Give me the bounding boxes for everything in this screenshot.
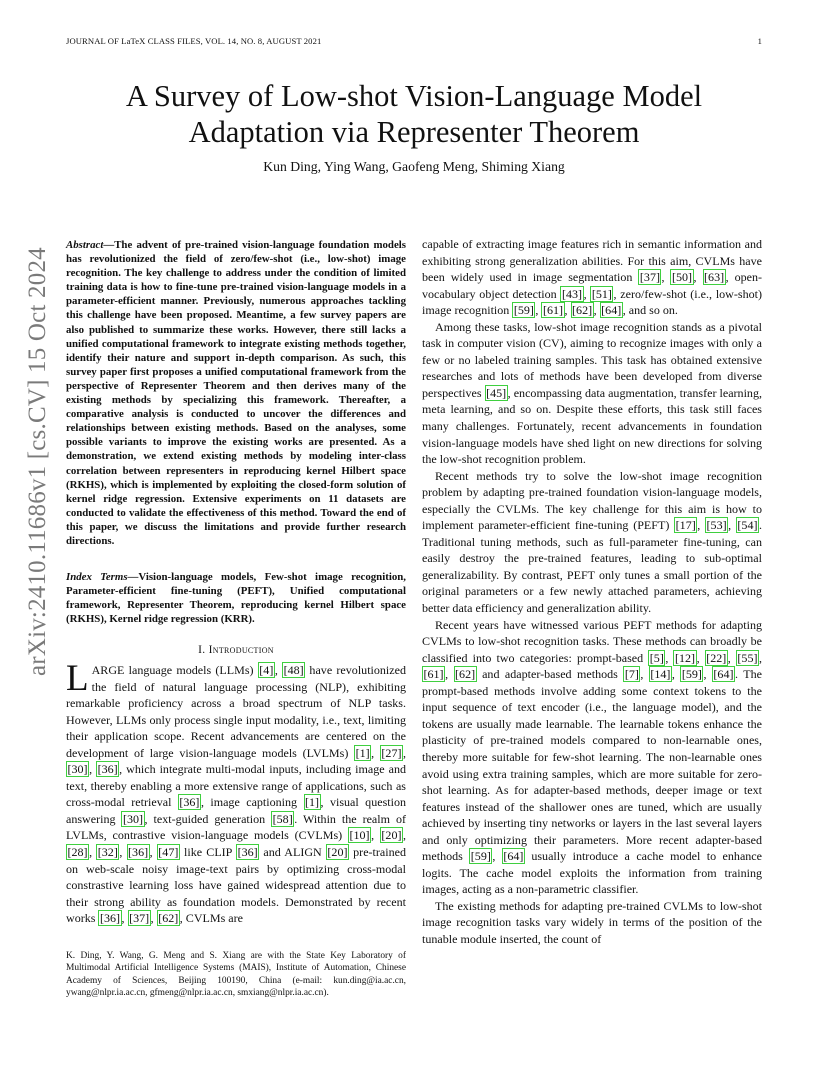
citation[interactable]: [54] <box>737 518 758 533</box>
intro-paragraph: LARGE language models (LLMs) [4] , [48] have revolutionized the field of natural language processing (NLP), exhibiting remarkable proficiency across a broad spectrum of NLP tasks. However, LLMs only process single input modality, i.e., text, limiting their application scope. Recent advancements are centered on the development of large vision-language models (LVLMs) [1] , [27] , [30] , [36] , which integrate multi-modal inputs, including image and text, thereby enabling a more extensive range of applications, such as cross-modal retrieval [36] , image captioning [1] , visual question answering [30] , text-guided generation [58] . Within the realm of LVLMs, contrastive vision-language models (CVLMs) [10] , [20] , [28] , [32] , [36] , [47] like CLIP [36] and ALIGN [20] pre-trained on web-scale noisy image-text pairs by optimizing cross-modal constrastive learning loss have gained widespread attention due to their strong ability as foundation models. Demonstrated by recent works [36] , [37] , [62] , CVLMs are <box>66 658 406 926</box>
arxiv-stamp[interactable]: arXiv:2410.11686v1 [cs.CV] 15 Oct 2024 <box>24 247 51 676</box>
intro-left-column <box>66 658 406 927</box>
section-title: Introduction <box>208 644 274 656</box>
citation[interactable]: [7] <box>624 667 639 682</box>
citation[interactable]: [62] <box>158 911 179 926</box>
citation[interactable]: [30] <box>67 762 88 777</box>
running-header <box>66 36 762 48</box>
right-column <box>422 236 762 948</box>
citation[interactable]: [28] <box>67 845 88 860</box>
section-numeral: I. <box>198 644 206 656</box>
title-line-2: Adaptation via Representer Theorem <box>188 115 640 149</box>
citation[interactable]: [20] <box>327 845 348 860</box>
page-number: 1 <box>757 36 762 46</box>
citation[interactable]: [61] <box>423 667 444 682</box>
section-heading <box>66 644 406 656</box>
citation[interactable]: [10] <box>349 828 370 843</box>
citation[interactable]: [45] <box>486 385 507 400</box>
paper-title <box>40 78 788 150</box>
citation[interactable]: [4] <box>259 663 274 677</box>
citation[interactable]: [53] <box>706 518 727 533</box>
citation[interactable]: [1] <box>305 795 320 810</box>
citation[interactable]: [64] <box>503 849 524 864</box>
citation[interactable]: [14] <box>650 667 671 682</box>
citation[interactable]: [36] <box>99 911 121 926</box>
citation[interactable]: [51] <box>591 286 612 301</box>
index-terms-text: —Vision-language models, Few-shot image recognition, Parameter-efficient fine-tuning (PEFT), Unified computational framework, Representer Theorem, reproducing kernel Hilbert space (RKHS), Kernel ridge regression (KRR). <box>66 571 406 626</box>
citation[interactable]: [37] <box>129 911 150 926</box>
title-line-1: A Survey of Low-shot Vision-Language Model <box>125 79 703 113</box>
citation[interactable]: [30] <box>122 811 144 826</box>
footnote: K. Ding, Y. Wang, G. Meng and S. Xiang are with the State Key Laboratory of Multimodal Artificial Intelligence Systems (MAIS), Institute of Automation, Chinese Academy of Sciences, Beijing 100190, China (e-mail: kun.ding@ia.ac.cn, ywang@nlpr.ia.ac.cn, gfmeng@nlpr.ia.ac.cn, smxiang@nlpr.ia.ac.cn). <box>66 951 406 998</box>
citation[interactable]: [22] <box>706 650 727 665</box>
citation[interactable]: [64] <box>713 667 734 682</box>
citation[interactable]: [50] <box>671 270 693 285</box>
paragraph: Among these tasks, low-shot image recognition stands as a pivotal task in computer vision (CV), aiming to recognize images with only a few or no labeled training samples. This task has obtained extensive researches and lots of methods have been developed from diverse perspectives [45] , encompassing data augmentation, transfer learning, meta learning, and so on. Despite these efforts, this task still faces many challenges. Fortunately, recent advancements in foundation vision-language models have shed light on new directions for solving the low-shot recognition problem. <box>422 319 762 467</box>
citation[interactable]: [48] <box>283 663 304 677</box>
citation[interactable]: [61] <box>542 303 564 318</box>
drop-cap: L <box>66 658 89 699</box>
citation[interactable]: [59] <box>470 849 491 864</box>
citation[interactable]: [55] <box>737 650 758 665</box>
citation[interactable]: [36] <box>97 762 118 777</box>
citation[interactable]: [47] <box>158 845 179 860</box>
citation[interactable]: [1] <box>355 745 370 760</box>
citation[interactable]: [36] <box>179 795 200 810</box>
citation[interactable]: [63] <box>704 270 725 285</box>
citation[interactable]: [12] <box>674 650 696 665</box>
abstract <box>66 238 406 548</box>
journal-name: JOURNAL OF LaTeX CLASS FILES, VOL. 14, NO. 8, AUGUST 2021 <box>66 36 322 46</box>
citation[interactable]: [59] <box>513 303 534 318</box>
citation[interactable]: [58] <box>272 811 293 826</box>
citation[interactable]: [64] <box>601 303 622 318</box>
index-terms <box>66 570 406 626</box>
citation[interactable]: [62] <box>455 667 476 682</box>
citation[interactable]: [62] <box>572 303 593 318</box>
citation[interactable]: [20] <box>381 828 402 843</box>
paragraph: capable of extracting image features rich in semantic information and exhibiting strong generalization abilities. For this aim, CVLMs have been widely used in image segmentation [37] , [50] , [63] , open-vocabulary object detection [43] , [51] , zero/few-shot (i.e., low-shot) image recognition [59] , [61] , [62] , [64] , and so on. <box>422 237 763 318</box>
citation[interactable]: [37] <box>639 270 660 285</box>
citation[interactable]: [32] <box>97 845 118 860</box>
paragraph: Recent years have witnessed various PEFT methods for adapting CVLMs to low-shot recognition tasks. These methods can broadly be classified into two categories: prompt-based [5] , [12] , [22] , [55] , [61] , [62] and adapter-based methods [7] , [14] , [59] , [64] . The prompt-based methods involve adding some context tokens to the input sequence of text encoder (i.e., the language model), and the tokens are usually made learnable. The learnable tokens enhance the plasticity of pre-trained models compared to non-learnable ones, thereby more suitable for few-shot learning. The non-learnable ones avoid using extra training samples, which are more suitable for zero-shot learning. As for adapter-based methods, deeper image or text features instead of the shallower ones are tuned, which are usually achieved by inserting tiny networks or layers in the last several layers and only optimizing their parameters. More recent adapter-based methods [59] , [64] usually introduce a cache model to enhance logits. The cache model exploits the information from training images, acting as a non-parametric classifier. <box>422 617 763 897</box>
index-terms-label: Index Terms <box>66 571 128 583</box>
paragraph: Recent methods try to solve the low-shot image recognition problem by adapting pre-trained foundation vision-language models, especially the CVLMs. The key challenge for this aim is how to implement parameter-efficient fine-tuning (PEFT) [17] , [53] , [54] . Traditional tuning methods, such as full-parameter fine-tuning, can easily destroy the pre-trained features, leading to sub-optimal generalizability. By contrast, PEFT only tunes a small portion of the original parameters or a few newly attached parameters, achieving better data efficiency and generalization ability. <box>422 468 762 616</box>
citation[interactable]: [36] <box>128 845 149 860</box>
paragraph: The existing methods for adapting pre-trained CVLMs to low-shot image recognition tasks vary widely in terms of the position of the tunable module inserted, the count of <box>422 898 762 946</box>
author-list: Kun Ding, Ying Wang, Gaofeng Meng, Shiming Xiang <box>263 159 565 174</box>
citation[interactable]: [36] <box>237 845 258 860</box>
abstract-text: —The advent of pre-trained vision-language foundation models has revolutionized the field of zero/few-shot (i.e., low-shot) image recognition. The key challenge to address under the condition of limited training data is how to fine-tune pre-trained vision-language models in a parameter-efficient manner. Previously, numerous approaches tackling this challenge have been proposed. Meantime, a few survey papers are also published to summarize these works. However, there still lacks a unified computational framework to integrate existing methods together, identify their nature and support in-depth comparison. As such, this survey paper first proposes a unified computational framework from the perspective of Representer Theorem and then derives many of the existing methods by specializing this framework. Thereafter, a comparative analysis is conducted to uncover the differences and relationships between existing methods. Based on the analyses, some possible variants to improve the existing works are presented. As a demonstration, we extend existing methods by modeling inter-class correlation between representers in reproducing kernel Hilbert space (RKHS), which is implemented by exploiting the closed-form solution of kernel ridge regression. Extensive experiments on 11 datasets are conducted to validate the effectiveness of this method. Toward the end of this paper, we discuss the limitations and provide further research directions. <box>66 239 406 547</box>
citation[interactable]: [43] <box>561 286 583 301</box>
citation[interactable]: [17] <box>675 518 696 533</box>
citation[interactable]: [5] <box>649 650 664 665</box>
citation[interactable]: [59] <box>681 667 702 682</box>
citation[interactable]: [27] <box>381 745 402 760</box>
abstract-label: Abstract <box>66 239 104 251</box>
